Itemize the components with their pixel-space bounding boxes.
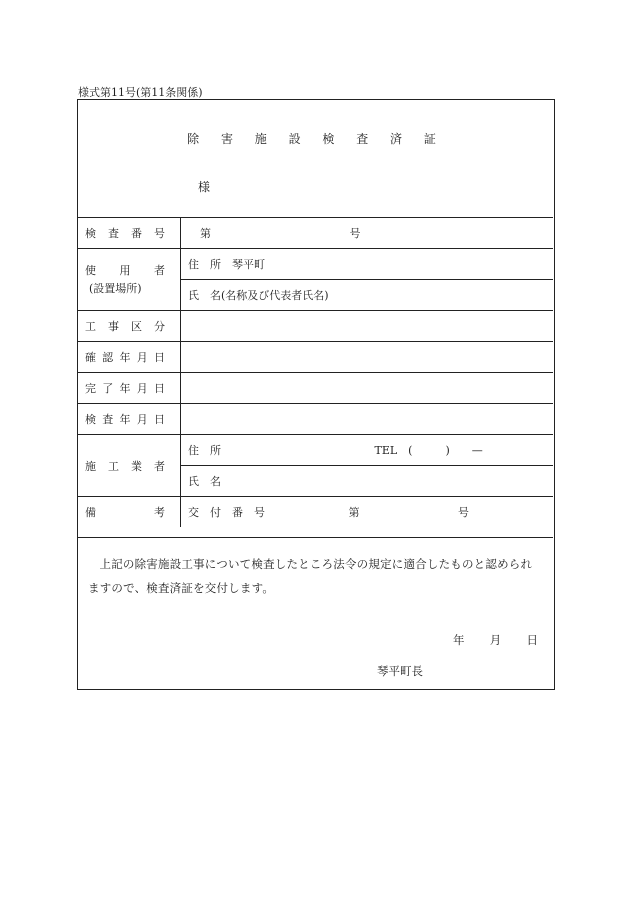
- value-inspection-date[interactable]: [181, 404, 554, 435]
- label-confirmation-date: 確 認 年 月 日: [78, 342, 181, 373]
- row-user-address: [78, 249, 553, 280]
- label-user: 使 用 者 (設置場所): [78, 249, 181, 311]
- label-inspection-number: 検 査 番 号: [78, 218, 181, 249]
- row-inspection-date: [78, 404, 553, 435]
- label-work-category: 工 事 区 分: [78, 311, 181, 342]
- label-completion-date: 完 了 年 月 日: [78, 373, 181, 404]
- row-work-category: [78, 311, 553, 342]
- value-completion-date[interactable]: [181, 373, 554, 404]
- certificate-table: [78, 217, 553, 527]
- form-number: 様式第11号(第11条関係): [78, 86, 203, 99]
- label-inspection-date: 検 査 年 月 日: [78, 404, 181, 435]
- issue-date: 年 月 日: [453, 633, 538, 647]
- row-contractor-address: [78, 435, 553, 466]
- label-remarks: 備 考: [78, 497, 181, 528]
- label-contractor: 施 工 業 者: [78, 435, 181, 497]
- certificate-frame: [77, 99, 555, 690]
- value-inspection-number[interactable]: 第 号: [181, 218, 554, 249]
- row-completion-date: [78, 373, 553, 404]
- addressee-suffix: 様: [198, 180, 211, 194]
- statement-section: [78, 537, 553, 690]
- value-confirmation-date[interactable]: [181, 342, 554, 373]
- certificate-title: 除 害 施 設 検 査 済 証: [187, 132, 445, 146]
- value-contractor-name[interactable]: 氏 名: [181, 466, 554, 497]
- value-user-name[interactable]: 氏 名(名称及び代表者氏名): [181, 280, 554, 311]
- value-contractor-address[interactable]: 住 所 TEL ( ) —: [181, 435, 554, 466]
- row-remarks: [78, 497, 553, 528]
- value-work-category[interactable]: [181, 311, 554, 342]
- statement-text: 上記の除害施設工事について検査したところ法令の規定に適合したものと認められますので、検査済証を交付します。: [88, 557, 533, 595]
- value-remarks[interactable]: 交 付 番 号 第 号: [181, 497, 554, 528]
- row-inspection-number: [78, 218, 553, 249]
- issuer-name: 琴平町長: [377, 664, 423, 678]
- value-user-address[interactable]: 住 所 琴平町: [181, 249, 554, 280]
- row-confirmation-date: [78, 342, 553, 373]
